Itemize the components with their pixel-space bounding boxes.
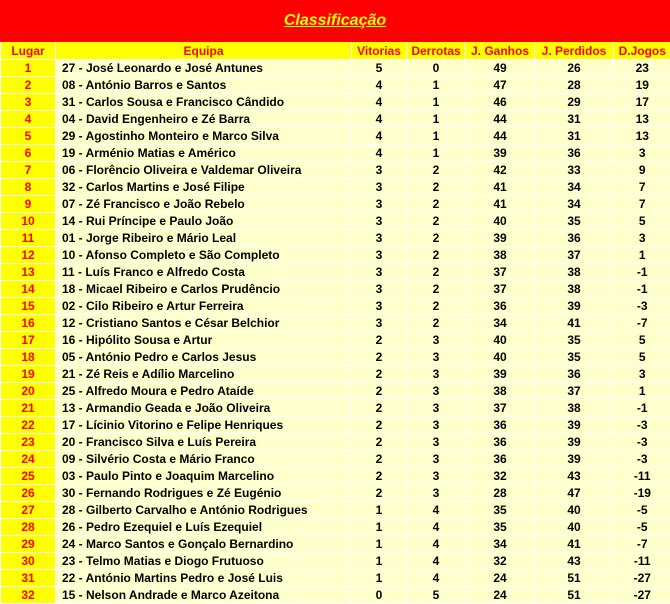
losses-cell: 1 [407,111,466,128]
games-diff-cell: -27 [614,570,670,587]
games-diff-cell: 7 [614,196,670,213]
rank-cell: 4 [1,111,56,128]
wins-cell: 4 [352,94,407,111]
team-cell: 18 - Micael Ribeiro e Carlos Prudêncio [56,281,352,298]
rank-cell: 20 [1,383,56,400]
table-row [1,383,670,400]
rank-cell: 29 [1,536,56,553]
games-lost-cell: 31 [535,128,614,145]
table-row [1,570,670,587]
games-lost-cell: 51 [535,587,614,604]
team-cell: 09 - Silvério Costa e Mário Franco [56,451,352,468]
team-cell: 31 - Carlos Sousa e Francisco Cândido [56,94,352,111]
losses-cell: 2 [407,162,466,179]
games-lost-cell: 35 [535,332,614,349]
games-diff-cell: 1 [614,247,670,264]
games-diff-cell: -3 [614,434,670,451]
table-row [1,230,670,247]
rank-cell: 11 [1,230,56,247]
rank-cell: 28 [1,519,56,536]
rank-cell: 16 [1,315,56,332]
games-lost-cell: 35 [535,213,614,230]
wins-cell: 2 [352,417,407,434]
table-row [1,332,670,349]
games-diff-cell: 3 [614,145,670,162]
table-body [1,60,670,604]
losses-cell: 3 [407,434,466,451]
games-diff-cell: -1 [614,400,670,417]
losses-cell: 2 [407,230,466,247]
losses-cell: 1 [407,94,466,111]
team-cell: 27 - José Leonardo e José Antunes [56,60,352,77]
header-vitorias: Vitorias [352,42,407,60]
wins-cell: 3 [352,264,407,281]
losses-cell: 3 [407,366,466,383]
rank-cell: 6 [1,145,56,162]
games-won-cell: 39 [466,230,535,247]
rank-cell: 30 [1,553,56,570]
header-jogos-perdidos: J. Perdidos [535,42,614,60]
table-row [1,519,670,536]
games-lost-cell: 39 [535,451,614,468]
games-lost-cell: 36 [535,230,614,247]
rank-cell: 17 [1,332,56,349]
wins-cell: 2 [352,400,407,417]
games-won-cell: 40 [466,213,535,230]
games-diff-cell: 7 [614,179,670,196]
rank-cell: 7 [1,162,56,179]
games-won-cell: 42 [466,162,535,179]
header-diferenca-jogos: D.Jogos [614,42,670,60]
games-lost-cell: 34 [535,179,614,196]
wins-cell: 2 [352,434,407,451]
rank-cell: 23 [1,434,56,451]
games-won-cell: 49 [466,60,535,77]
team-cell: 19 - Arménio Matias e Américo [56,145,352,162]
table-row [1,281,670,298]
rank-cell: 3 [1,94,56,111]
rank-cell: 25 [1,468,56,485]
losses-cell: 3 [407,451,466,468]
games-won-cell: 39 [466,145,535,162]
table-row [1,502,670,519]
games-diff-cell: -3 [614,451,670,468]
games-lost-cell: 43 [535,553,614,570]
games-lost-cell: 38 [535,400,614,417]
table-row [1,451,670,468]
games-lost-cell: 29 [535,94,614,111]
wins-cell: 2 [352,383,407,400]
games-lost-cell: 38 [535,264,614,281]
games-diff-cell: 13 [614,128,670,145]
wins-cell: 3 [352,213,407,230]
games-diff-cell: -3 [614,298,670,315]
losses-cell: 0 [407,60,466,77]
team-cell: 01 - Jorge Ribeiro e Mário Leal [56,230,352,247]
wins-cell: 2 [352,468,407,485]
losses-cell: 2 [407,315,466,332]
games-lost-cell: 39 [535,434,614,451]
games-lost-cell: 35 [535,349,614,366]
wins-cell: 4 [352,77,407,94]
games-won-cell: 40 [466,332,535,349]
losses-cell: 1 [407,77,466,94]
losses-cell: 2 [407,196,466,213]
rank-cell: 26 [1,485,56,502]
header-jogos-ganhos: J. Ganhos [466,42,535,60]
games-won-cell: 44 [466,111,535,128]
rank-cell: 5 [1,128,56,145]
table-row [1,128,670,145]
table-row [1,179,670,196]
games-diff-cell: 17 [614,94,670,111]
table-row [1,145,670,162]
wins-cell: 4 [352,111,407,128]
games-won-cell: 41 [466,196,535,213]
wins-cell: 3 [352,281,407,298]
games-lost-cell: 43 [535,468,614,485]
team-cell: 28 - Gilberto Carvalho e António Rodrigues [56,502,352,519]
losses-cell: 2 [407,213,466,230]
table-row [1,60,670,77]
losses-cell: 3 [407,332,466,349]
losses-cell: 2 [407,179,466,196]
games-lost-cell: 37 [535,383,614,400]
team-cell: 25 - Alfredo Moura e Pedro Ataíde [56,383,352,400]
wins-cell: 1 [352,502,407,519]
wins-cell: 0 [352,587,407,604]
team-cell: 08 - António Barros e Santos [56,77,352,94]
team-cell: 14 - Rui Príncipe e Paulo João [56,213,352,230]
table-row [1,587,670,604]
games-diff-cell: 3 [614,366,670,383]
games-lost-cell: 31 [535,111,614,128]
games-diff-cell: 13 [614,111,670,128]
games-won-cell: 34 [466,315,535,332]
team-cell: 21 - Zé Reis e Adílio Marcelino [56,366,352,383]
table-row [1,315,670,332]
games-diff-cell: 23 [614,60,670,77]
games-diff-cell: -11 [614,553,670,570]
losses-cell: 1 [407,145,466,162]
team-cell: 23 - Telmo Matias e Diogo Frutuoso [56,553,352,570]
rank-cell: 10 [1,213,56,230]
rank-cell: 31 [1,570,56,587]
losses-cell: 3 [407,383,466,400]
wins-cell: 3 [352,230,407,247]
title-bar [0,0,670,42]
rank-cell: 19 [1,366,56,383]
games-lost-cell: 34 [535,196,614,213]
rank-cell: 8 [1,179,56,196]
table-row [1,298,670,315]
wins-cell: 4 [352,128,407,145]
rank-cell: 18 [1,349,56,366]
games-diff-cell: 1 [614,383,670,400]
wins-cell: 2 [352,451,407,468]
wins-cell: 2 [352,332,407,349]
table-row [1,94,670,111]
games-won-cell: 24 [466,570,535,587]
table-row [1,366,670,383]
standings-table [0,42,670,604]
table-row [1,349,670,366]
games-won-cell: 36 [466,451,535,468]
games-diff-cell: -7 [614,536,670,553]
table-row [1,485,670,502]
games-diff-cell: -1 [614,264,670,281]
games-won-cell: 41 [466,179,535,196]
losses-cell: 2 [407,264,466,281]
losses-cell: 4 [407,536,466,553]
table-row [1,162,670,179]
games-won-cell: 37 [466,264,535,281]
games-won-cell: 34 [466,536,535,553]
table-row [1,536,670,553]
games-won-cell: 39 [466,366,535,383]
team-cell: 04 - David Engenheiro e Zé Barra [56,111,352,128]
games-diff-cell: -7 [614,315,670,332]
rank-cell: 27 [1,502,56,519]
games-diff-cell: -3 [614,417,670,434]
games-diff-cell: -5 [614,502,670,519]
losses-cell: 3 [407,468,466,485]
losses-cell: 3 [407,417,466,434]
team-cell: 29 - Agostinho Monteiro e Marco Silva [56,128,352,145]
wins-cell: 1 [352,553,407,570]
rank-cell: 13 [1,264,56,281]
team-cell: 07 - Zé Francisco e João Rebelo [56,196,352,213]
games-won-cell: 37 [466,281,535,298]
rank-cell: 32 [1,587,56,604]
losses-cell: 4 [407,570,466,587]
page-title: Classificação [284,12,386,30]
games-diff-cell: 19 [614,77,670,94]
losses-cell: 3 [407,400,466,417]
rank-cell: 12 [1,247,56,264]
wins-cell: 5 [352,60,407,77]
games-lost-cell: 41 [535,315,614,332]
games-lost-cell: 40 [535,519,614,536]
games-won-cell: 32 [466,553,535,570]
games-diff-cell: -11 [614,468,670,485]
games-lost-cell: 28 [535,77,614,94]
losses-cell: 4 [407,519,466,536]
games-lost-cell: 37 [535,247,614,264]
games-won-cell: 24 [466,587,535,604]
table-row [1,196,670,213]
wins-cell: 3 [352,298,407,315]
losses-cell: 2 [407,298,466,315]
table-row [1,77,670,94]
losses-cell: 5 [407,587,466,604]
games-diff-cell: 5 [614,213,670,230]
games-won-cell: 46 [466,94,535,111]
team-cell: 05 - António Pedro e Carlos Jesus [56,349,352,366]
games-won-cell: 40 [466,349,535,366]
team-cell: 32 - Carlos Martins e José Filipe [56,179,352,196]
table-row [1,213,670,230]
games-won-cell: 28 [466,485,535,502]
wins-cell: 3 [352,247,407,264]
games-won-cell: 37 [466,400,535,417]
games-lost-cell: 26 [535,60,614,77]
losses-cell: 3 [407,485,466,502]
team-cell: 16 - Hipólito Sousa e Artur [56,332,352,349]
games-won-cell: 36 [466,298,535,315]
team-cell: 17 - Lícinio Vitorino e Felipe Henriques [56,417,352,434]
games-lost-cell: 47 [535,485,614,502]
games-lost-cell: 36 [535,366,614,383]
wins-cell: 3 [352,179,407,196]
games-diff-cell: -19 [614,485,670,502]
wins-cell: 2 [352,366,407,383]
games-lost-cell: 39 [535,298,614,315]
rank-cell: 2 [1,77,56,94]
wins-cell: 3 [352,162,407,179]
games-won-cell: 35 [466,519,535,536]
header-equipa: Equipa [56,42,352,60]
games-diff-cell: -5 [614,519,670,536]
games-won-cell: 35 [466,502,535,519]
team-cell: 20 - Francisco Silva e Luís Pereira [56,434,352,451]
games-diff-cell: 5 [614,332,670,349]
team-cell: 12 - Cristiano Santos e César Belchior [56,315,352,332]
wins-cell: 2 [352,349,407,366]
team-cell: 30 - Fernando Rodrigues e Zé Eugénio [56,485,352,502]
games-diff-cell: 5 [614,349,670,366]
losses-cell: 2 [407,247,466,264]
table-row [1,553,670,570]
losses-cell: 4 [407,553,466,570]
losses-cell: 2 [407,281,466,298]
team-cell: 24 - Marco Santos e Gonçalo Bernardino [56,536,352,553]
games-lost-cell: 38 [535,281,614,298]
losses-cell: 1 [407,128,466,145]
games-diff-cell: -27 [614,587,670,604]
wins-cell: 3 [352,196,407,213]
wins-cell: 1 [352,570,407,587]
wins-cell: 3 [352,315,407,332]
games-lost-cell: 41 [535,536,614,553]
games-lost-cell: 33 [535,162,614,179]
rank-cell: 14 [1,281,56,298]
wins-cell: 4 [352,145,407,162]
header-lugar: Lugar [1,42,56,60]
team-cell: 13 - Armandio Geada e João Oliveira [56,400,352,417]
games-lost-cell: 51 [535,570,614,587]
table-row [1,400,670,417]
wins-cell: 1 [352,519,407,536]
losses-cell: 4 [407,502,466,519]
games-diff-cell: 9 [614,162,670,179]
header-row [1,42,670,60]
rank-cell: 9 [1,196,56,213]
games-diff-cell: -1 [614,281,670,298]
team-cell: 06 - Florêncio Oliveira e Valdemar Oliveira [56,162,352,179]
games-won-cell: 38 [466,383,535,400]
table-row [1,111,670,128]
team-cell: 03 - Paulo Pinto e Joaquim Marcelino [56,468,352,485]
team-cell: 22 - António Martins Pedro e José Luis [56,570,352,587]
table-row [1,264,670,281]
rank-cell: 15 [1,298,56,315]
table-row [1,417,670,434]
rank-cell: 21 [1,400,56,417]
games-diff-cell: 3 [614,230,670,247]
team-cell: 10 - Afonso Completo e São Completo [56,247,352,264]
wins-cell: 1 [352,536,407,553]
team-cell: 26 - Pedro Ezequiel e Luís Ezequiel [56,519,352,536]
header-derrotas: Derrotas [407,42,466,60]
games-lost-cell: 36 [535,145,614,162]
table-row [1,247,670,264]
table-row [1,434,670,451]
games-lost-cell: 39 [535,417,614,434]
games-won-cell: 32 [466,468,535,485]
games-won-cell: 44 [466,128,535,145]
games-won-cell: 36 [466,434,535,451]
games-won-cell: 36 [466,417,535,434]
rank-cell: 1 [1,60,56,77]
rank-cell: 24 [1,451,56,468]
wins-cell: 2 [352,485,407,502]
games-won-cell: 38 [466,247,535,264]
losses-cell: 3 [407,349,466,366]
table-row [1,468,670,485]
team-cell: 02 - Cilo Ribeiro e Artur Ferreira [56,298,352,315]
games-won-cell: 47 [466,77,535,94]
team-cell: 15 - Nelson Andrade e Marco Azeitona [56,587,352,604]
games-lost-cell: 40 [535,502,614,519]
rank-cell: 22 [1,417,56,434]
team-cell: 11 - Luís Franco e Alfredo Costa [56,264,352,281]
